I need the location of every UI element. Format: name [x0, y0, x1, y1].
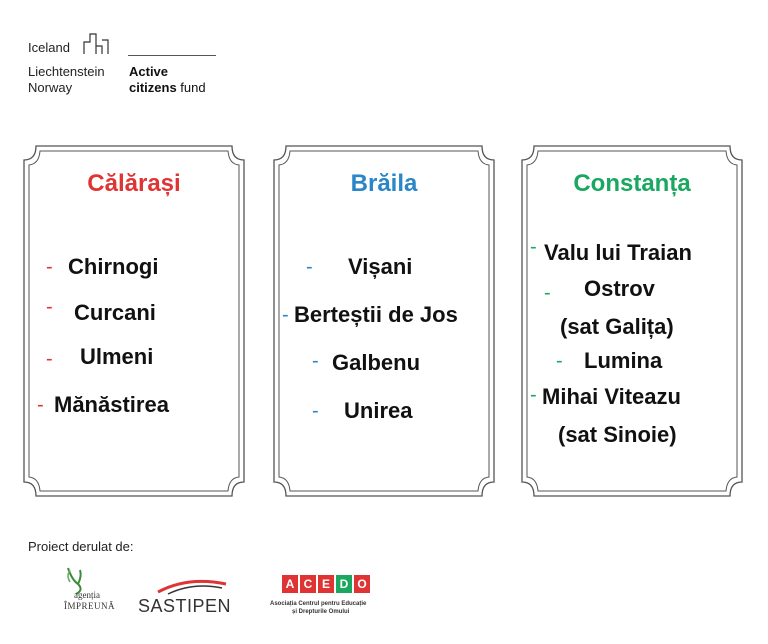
card-title: Călărași [87, 170, 181, 197]
agentia-line1: agenția [74, 590, 100, 600]
card-calarasi [18, 140, 250, 502]
list-item: Berteștii de Jos [294, 302, 458, 327]
list-item: (sat Galița) [560, 314, 674, 339]
sastipen-logo [138, 576, 248, 616]
agentia-impreuna-logo [56, 566, 116, 616]
acedo-letter: D [336, 575, 352, 593]
footer-label: Proiect derulat de: [28, 539, 134, 554]
list-item: Chirnogi [68, 254, 159, 279]
list-item: Galbenu [332, 350, 421, 375]
card-title: Constanța [573, 170, 691, 197]
bullet-dash: - [306, 256, 313, 278]
country-iceland: Iceland [28, 40, 70, 55]
eea-grants-logo [28, 32, 228, 102]
fund-word: fund [176, 80, 206, 95]
swoosh-icon [138, 576, 248, 596]
bullet-dash: - [530, 236, 537, 258]
list-item: Vișani [348, 254, 413, 279]
agentia-line2: ÎMPREUNĂ [64, 601, 116, 611]
list-item: Mihai Viteazu [542, 384, 681, 409]
list-item: Ulmeni [80, 344, 154, 369]
acedo-letter: A [282, 575, 298, 593]
list-item: Curcani [74, 300, 156, 325]
card-braila [268, 140, 500, 502]
fund-line2 [129, 80, 206, 95]
country-norway: Norway [28, 80, 73, 95]
flag-bars-icon [82, 32, 122, 56]
acedo-logo [270, 573, 380, 623]
bullet-dash: - [46, 256, 53, 278]
acedo-letter: O [354, 575, 370, 593]
list-item: Ostrov [584, 276, 655, 301]
card-title: Brăila [350, 170, 418, 197]
bullet-dash: - [37, 394, 44, 416]
bullet-dash: - [530, 384, 537, 406]
acedo-line2: și Drepturile Omului [292, 609, 350, 615]
acedo-letter: C [300, 575, 316, 593]
list-item: Unirea [344, 398, 413, 423]
acedo-line1: Asociația Centrul pentru Educație [270, 601, 367, 607]
list-item: Mănăstirea [54, 392, 169, 417]
logo-divider [128, 55, 216, 56]
bullet-dash: - [282, 304, 289, 326]
bullet-dash: - [46, 348, 53, 370]
fund-citizens: citizens [129, 80, 177, 95]
list-item: Valu lui Traian [544, 240, 692, 265]
list-item: Lumina [584, 348, 663, 373]
bullet-dash: - [556, 350, 563, 372]
sastipen-text: SASTIPEN [138, 596, 232, 616]
acedo-letter: E [318, 575, 334, 593]
bullet-dash: - [312, 350, 319, 372]
country-liechtenstein: Liechtenstein [28, 64, 105, 79]
acedo-blocks [282, 575, 370, 593]
bullet-dash: - [544, 282, 551, 304]
bullet-dash: - [46, 296, 53, 318]
list-item: (sat Sinoie) [558, 422, 677, 447]
bullet-dash: - [312, 400, 319, 422]
fund-line1: Active [129, 64, 169, 79]
card-constanta [516, 140, 748, 502]
